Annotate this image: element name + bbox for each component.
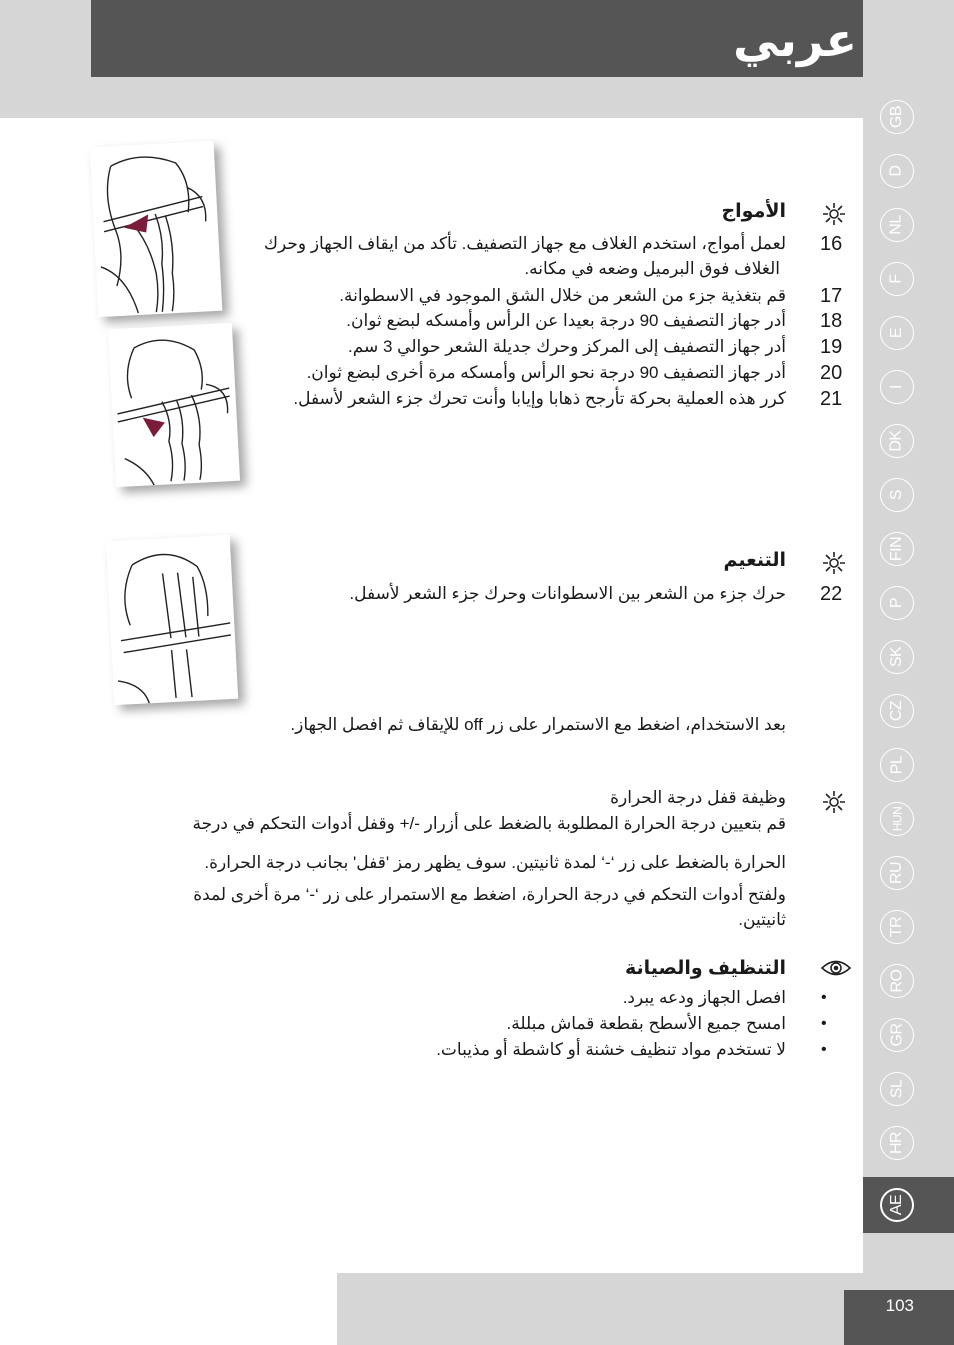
eye-icon bbox=[820, 958, 852, 983]
language-tab-ae[interactable]: AE bbox=[880, 1188, 914, 1222]
step-text: أدر جهاز التصفيف 90 درجة بعيدا عن الرأس وأمسكه لبضع ثوان. bbox=[346, 311, 786, 330]
step-number: 21 bbox=[820, 388, 843, 410]
list-item: لا تستخدم مواد تنظيف خشنة أو كاشطة أو مذيبات. bbox=[436, 1040, 786, 1059]
language-tab-ro[interactable]: RO bbox=[880, 964, 914, 998]
language-tab-nl[interactable]: NL bbox=[880, 208, 914, 242]
step-text: أدر جهاز التصفيف 90 درجة نحو الرأس وأمسكه مرة أخرى لبضع ثوان. bbox=[306, 363, 786, 382]
step-text: لعمل أمواج، استخدم الغلاف مع جهاز التصفيف. تأكد من ايقاف الجهاز وحرك bbox=[264, 234, 786, 253]
bullet-icon: • bbox=[821, 1015, 827, 1032]
heat-lock-text: ثانيتين. bbox=[738, 910, 786, 929]
hair-waves-drawing-2 bbox=[108, 323, 240, 487]
waves-heading: الأمواج bbox=[721, 201, 786, 222]
hair-waves-drawing-1 bbox=[90, 141, 223, 317]
language-tab-sk[interactable]: SK bbox=[880, 640, 914, 674]
smoothing-illustration bbox=[106, 535, 238, 705]
step-text: أدر جهاز التصفيف إلى المركز وحرك جديلة الشعر حوالي 3 سم. bbox=[347, 337, 786, 356]
language-tab-e[interactable]: E bbox=[880, 316, 914, 350]
language-tab-pl[interactable]: PL bbox=[880, 748, 914, 782]
page-number-box bbox=[844, 1290, 954, 1345]
heat-lock-heading: وظيفة قفل درجة الحرارة bbox=[610, 788, 786, 807]
sun-icon bbox=[822, 790, 846, 819]
step-number: 17 bbox=[820, 285, 843, 307]
step-number: 18 bbox=[820, 310, 843, 332]
step-number: 20 bbox=[820, 362, 843, 384]
sun-icon bbox=[822, 202, 846, 231]
page-title: عربي bbox=[733, 14, 857, 66]
language-tab-hr[interactable]: HR bbox=[880, 1126, 914, 1160]
step-text: الغلاف فوق البرميل وضعه في مكانه. bbox=[524, 259, 780, 278]
footer-left-area bbox=[0, 1273, 337, 1345]
language-tab-tr[interactable]: TR bbox=[880, 910, 914, 944]
language-tab-gb[interactable]: GB bbox=[880, 100, 914, 134]
step-text: كرر هذه العملية بحركة تأرجح ذهابا وإيابا وأنت تحرك جزء الشعر لأسفل. bbox=[293, 389, 786, 408]
language-tab-f[interactable]: F bbox=[880, 262, 914, 296]
hair-smoothing-drawing bbox=[106, 535, 238, 705]
heat-lock-text: الحرارة بالضغط على زر ‘-‘ لمدة ثانيتين. سوف يظهر رمز 'قفل' بجانب درجة الحرارة. bbox=[204, 853, 786, 872]
after-use-text: بعد الاستخدام، اضغط مع الاستمرار على زر off للإيقاف ثم افصل الجهاز. bbox=[290, 715, 786, 734]
list-item: امسح جميع الأسطح بقطعة قماش مبللة. bbox=[506, 1014, 786, 1033]
page-number: 103 bbox=[885, 1296, 914, 1315]
language-tab-d[interactable]: D bbox=[880, 154, 914, 188]
language-tab-dk[interactable]: DK bbox=[880, 424, 914, 458]
smoothing-heading: التنعيم bbox=[723, 550, 786, 571]
language-tab-gr[interactable]: GR bbox=[880, 1018, 914, 1052]
language-tab-cz[interactable]: CZ bbox=[880, 694, 914, 728]
language-tab-sl[interactable]: SL bbox=[880, 1072, 914, 1106]
step-number: 19 bbox=[820, 336, 843, 358]
language-tab-i[interactable]: I bbox=[880, 370, 914, 404]
step-number: 16 bbox=[820, 233, 843, 255]
cleaning-heading: التنظيف والصيانة bbox=[624, 958, 786, 979]
language-tab-p[interactable]: P bbox=[880, 586, 914, 620]
heat-lock-text: قم بتعيين درجة الحرارة المطلوبة بالضغط على أزرار -/+ وقفل أدوات التحكم في درجة bbox=[192, 814, 786, 833]
bullet-icon: • bbox=[821, 989, 827, 1006]
step-number: 22 bbox=[820, 583, 843, 605]
header-bar bbox=[91, 0, 863, 77]
language-tab-s[interactable]: S bbox=[880, 478, 914, 512]
bullet-icon: • bbox=[821, 1041, 827, 1058]
language-tab-ru[interactable]: RU bbox=[880, 856, 914, 890]
heat-lock-text: ولفتح أدوات التحكم في درجة الحرارة، اضغط مع الاستمرار على زر ‘-‘ مرة أخرى لمدة bbox=[193, 885, 786, 904]
sun-icon bbox=[822, 551, 846, 580]
language-tab-fin[interactable]: FIN bbox=[880, 532, 914, 566]
waves-illustration-2 bbox=[108, 323, 240, 487]
waves-illustration-1 bbox=[90, 141, 223, 317]
step-text: قم بتغذية جزء من الشعر من خلال الشق الموجود في الاسطوانة. bbox=[339, 286, 786, 305]
step-text: حرك جزء من الشعر بين الاسطوانات وحرك جزء الشعر لأسفل. bbox=[349, 584, 786, 603]
language-tab-hun[interactable]: HUN bbox=[880, 802, 914, 836]
list-item: افصل الجهاز ودعه يبرد. bbox=[622, 988, 786, 1007]
